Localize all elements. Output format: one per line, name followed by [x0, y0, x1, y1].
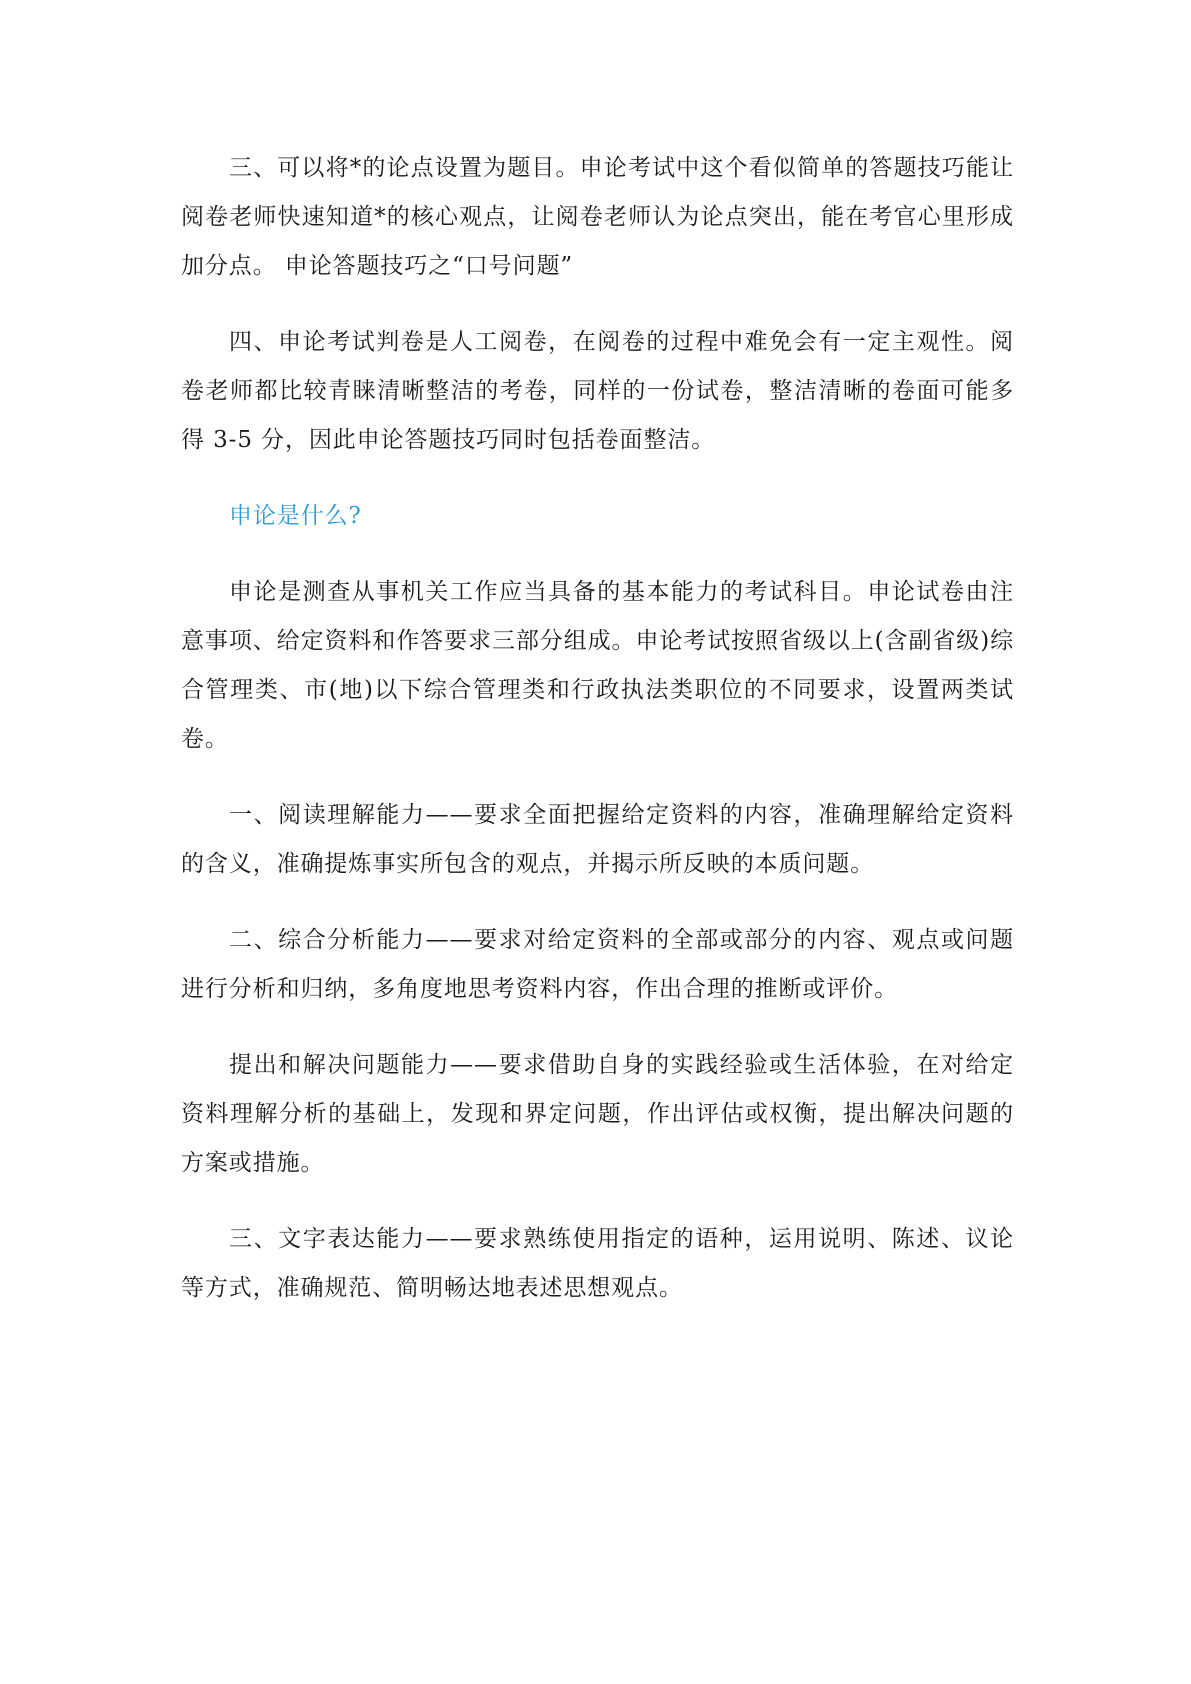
section-heading: 申论是什么? [229, 503, 362, 529]
paragraph-writing-ability: 三、文字表达能力——要求熟练使用指定的语种，运用说明、陈述、议论等方式，准确规范、简明畅达地表述思想观点。 [181, 1226, 1014, 1301]
paragraph-analysis-ability: 二、综合分析能力——要求对给定资料的全部或部分的内容、观点或问题进行分析和归纳，多角度地思考资料内容，作出合理的推断或评价。 [181, 927, 1014, 1002]
paragraph-tip-four: 四、申论考试判卷是人工阅卷，在阅卷的过程中难免会有一定主观性。阅卷老师都比较青睐清晰整洁的考卷，同样的一份试卷，整洁清晰的卷面可能多得 3-5 分，因此申论答题技巧同时包括卷面整洁。 [181, 329, 1014, 453]
document-body [181, 144, 1014, 1340]
paragraph-problem-solving-ability: 提出和解决问题能力——要求借助自身的实践经验或生活体验，在对给定资料理解分析的基础上，发现和界定问题，作出评估或权衡，提出解决问题的方案或措施。 [181, 1052, 1014, 1176]
paragraph-definition: 申论是测查从事机关工作应当具备的基本能力的考试科目。申论试卷由注意事项、给定资料和作答要求三部分组成。申论考试按照省级以上(含副省级)综合管理类、市(地)以下综合管理类和行政执法类职位的不同要求，设置两类试卷。 [181, 579, 1014, 752]
paragraph-tip-three: 三、可以将*的论点设置为题目。申论考试中这个看似简单的答题技巧能让阅卷老师快速知道*的核心观点，让阅卷老师认为论点突出，能在考官心里形成加分点。 申论答题技巧之“口号问题” [181, 155, 1014, 279]
paragraph-reading-ability: 一、阅读理解能力——要求全面把握给定资料的内容，准确理解给定资料的含义，准确提炼事实所包含的观点，并揭示所反映的本质问题。 [181, 802, 1014, 877]
